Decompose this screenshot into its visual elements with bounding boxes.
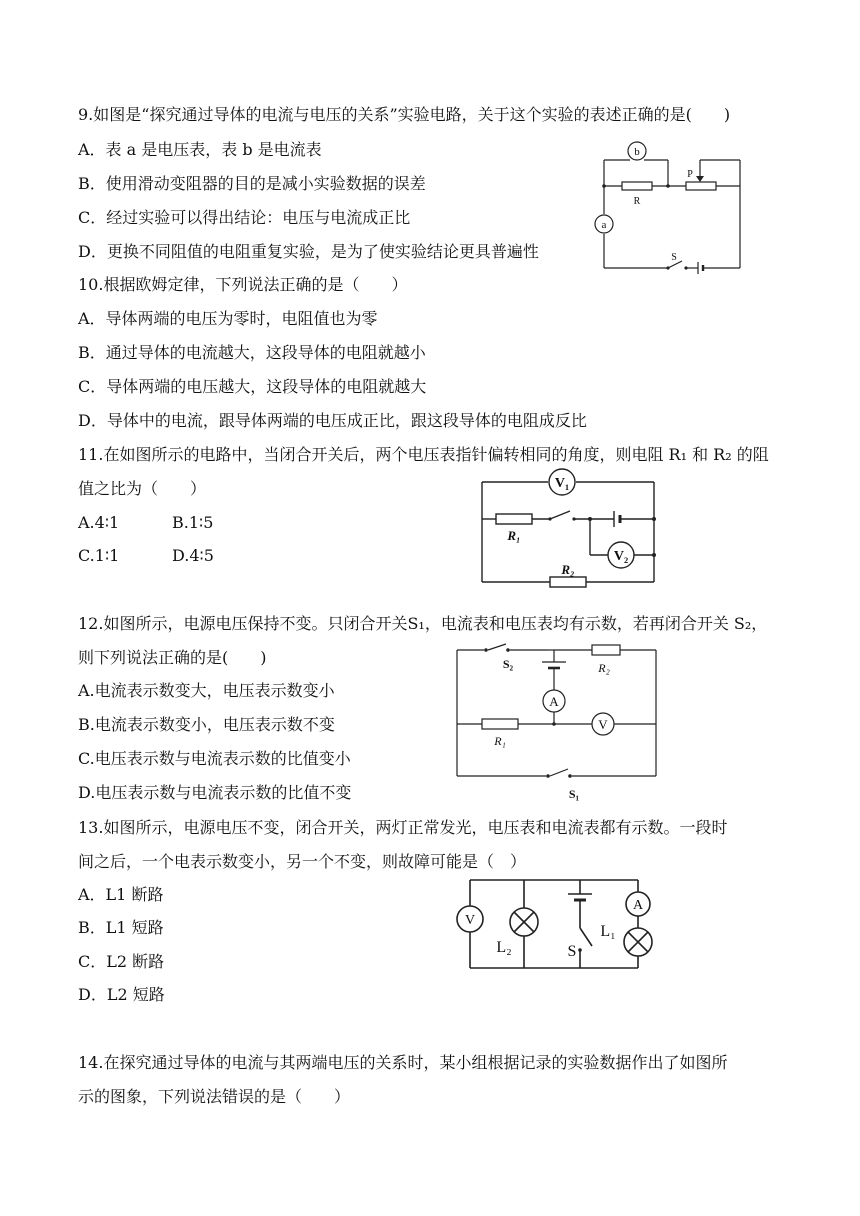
q12-option-c: C.电压表示数与电流表示数的比值变小	[78, 749, 351, 768]
q12-label-a: A	[549, 694, 559, 709]
q11-label-v1: V₁	[554, 476, 570, 491]
q13-option-a: A．L1 断路	[78, 885, 164, 904]
q13-option-d: D．L2 短路	[78, 985, 165, 1004]
q13-label-l1: L₁	[600, 923, 616, 940]
q12-label-r1: R₁	[494, 734, 506, 748]
q12-circuit-diagram	[452, 638, 662, 806]
q12-label-s1: S₁	[568, 787, 580, 801]
q9-label-s: S	[671, 252, 677, 263]
q12-stem-line2: 则下列说法正确的是( )	[78, 648, 267, 667]
q9-option-d: D．更换不同阻值的电阻重复实验，是为了使实验结论更具普遍性	[78, 242, 539, 261]
q11-option-d: D.4∶5	[172, 546, 214, 565]
q12-label-s2: S₂	[502, 657, 514, 671]
q11-stem-line2: 值之比为（ ）	[78, 479, 207, 498]
q10-option-d: D．导体中的电流，跟导体两端的电压成正比，跟这段导体的电阻成反比	[78, 411, 587, 430]
lamp-l2-icon	[510, 908, 538, 936]
q14-stem-line1: 14.在探究通过导体的电流与其两端电压的关系时，某小组根据记录的实验数据作出了如图所	[78, 1053, 728, 1072]
q9-circuit-diagram	[588, 138, 748, 276]
q9-stem: 9.如图是“探究通过导体的电流与电压的关系”实验电路，关于这个实验的表述正确的是( )	[78, 105, 731, 124]
q11-option-a: A.4∶1	[78, 513, 120, 532]
q13-label-s: S	[567, 943, 577, 960]
q12-option-b: B.电流表示数变小，电压表示数不变	[78, 715, 335, 734]
q14-stem-line2: 示的图象，下列说法错误的是（ ）	[78, 1087, 351, 1106]
q13-label-a: A	[632, 898, 644, 913]
q9-option-a: A．表 a 是电压表，表 b 是电流表	[78, 140, 322, 159]
q9-label-r: R	[633, 196, 641, 207]
q13-option-c: C．L2 断路	[78, 952, 165, 971]
q10-option-a: A．导体两端的电压为零时，电阻值也为零	[78, 309, 378, 328]
q10-option-b: B．通过导体的电流越大，这段导体的电阻就越小	[78, 343, 426, 362]
q11-label-r2: R₂	[561, 562, 575, 577]
q13-label-v: V	[464, 913, 476, 928]
lamp-l1-icon	[624, 928, 652, 956]
q12-label-r2: R₂	[598, 661, 610, 675]
q12-option-a: A.电流表示数变大，电压表示数变小	[78, 681, 335, 700]
q11-option-b: B.1∶5	[172, 513, 214, 532]
q12-stem-line1: 12.如图所示，电源电压保持不变。只闭合开关S₁，电流表和电压表均有示数，若再闭合开关 S₂，	[78, 614, 768, 633]
q11-option-c: C.1∶1	[78, 546, 120, 565]
q11-stem-line1: 11.在如图所示的电路中，当闭合开关后，两个电压表指针偏转相同的角度，则电阻 R₁ 和 R₂ 的阻	[78, 445, 769, 464]
q9-label-p: P	[687, 169, 693, 180]
q13-circuit-diagram	[456, 874, 664, 974]
q11-circuit-diagram	[478, 466, 664, 588]
q9-option-c: C．经过实验可以得出结论：电压与电流成正比	[78, 208, 411, 227]
q9-label-b: b	[634, 146, 640, 158]
q9-label-a: a	[601, 219, 607, 231]
q12-option-d: D.电压表示数与电流表示数的比值不变	[78, 783, 352, 802]
q13-stem-line2: 间之后，一个电表示数变小，另一个不变，则故障可能是（ ）	[78, 852, 527, 871]
q11-label-v2: V₂	[613, 549, 629, 564]
q13-stem-line1: 13.如图所示，电源电压不变，闭合开关，两灯正常发光，电压表和电流表都有示数。一段时	[78, 818, 728, 837]
q11-label-r1: R₁	[507, 528, 521, 543]
q10-option-c: C．导体两端的电压越大，这段导体的电阻就越大	[78, 377, 427, 396]
q10-stem: 10.根据欧姆定律，下列说法正确的是（ ）	[78, 275, 408, 294]
q13-label-l2: L₂	[496, 939, 512, 956]
q13-option-b: B．L1 短路	[78, 918, 164, 937]
q12-label-v: V	[598, 717, 608, 732]
q9-option-b: B．使用滑动变阻器的目的是减小实验数据的误差	[78, 174, 426, 193]
